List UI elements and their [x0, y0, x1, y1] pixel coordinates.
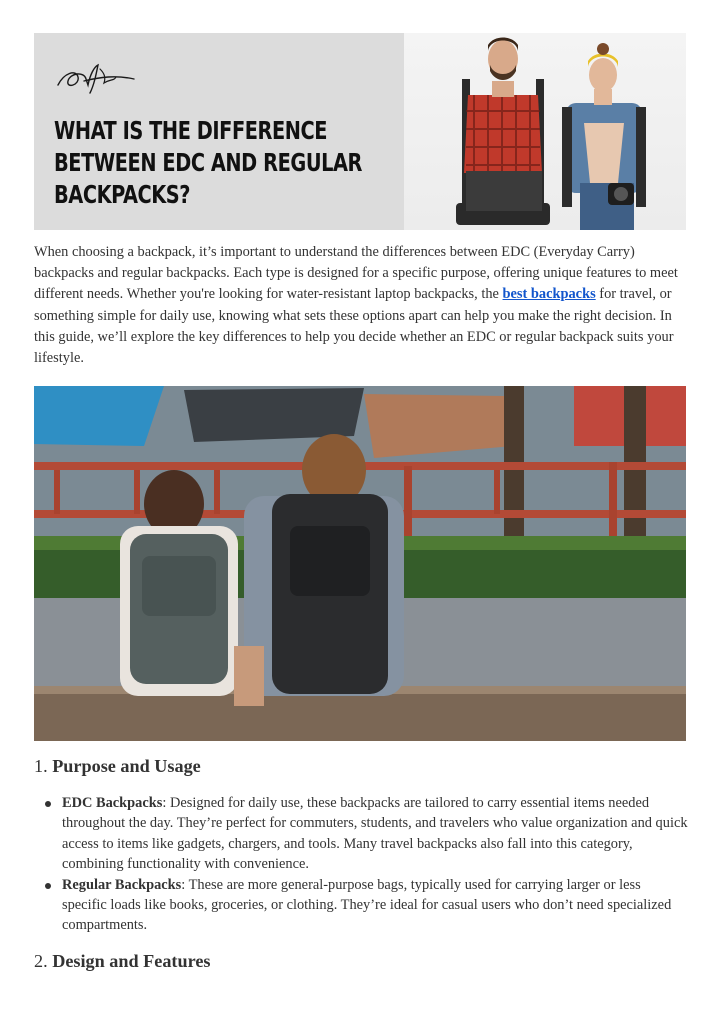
hero-banner: [34, 33, 686, 230]
list-item-term: EDC Backpacks: [62, 795, 163, 811]
list-item-text: : Designed for daily use, these backpacks are tailored to carry essential items needed throughout the day. They’re perfect for commuters, students, and travelers who value organization and quick access to items like gadgets, chargers, and tools. Many travel backpacks also fall into this category, combining functionality with convenience.: [62, 795, 688, 873]
section-title: Design and Features: [52, 951, 211, 971]
list-item: [34, 875, 688, 936]
section-title: Purpose and Usage: [52, 756, 201, 776]
intro-text-part2: for travel, or something simple for daily use, knowing what sets these options apart can help you make the right decision. In this guide, we’ll explore the key differences to help you decide whether an EDC or regular backpack suits your lifestyle.: [34, 286, 674, 367]
section-heading-purpose: [34, 754, 201, 778]
list-item: [34, 793, 688, 875]
hero-text-panel: [34, 33, 404, 230]
hero-title-line: BACKPACKS?: [54, 180, 191, 209]
hero-title: [54, 115, 363, 211]
list-item-term: Regular Backpacks: [62, 876, 182, 893]
backpackers-photo: [404, 33, 686, 230]
list-item-text: : These are more general-purpose bags, typically used for carrying larger or less specific loads like books, groceries, or clothing. They’re ideal for casual users who don’t need specialized compartments.: [62, 876, 672, 934]
intro-paragraph: [34, 242, 688, 369]
two-backpackers-photo-icon: [404, 33, 686, 230]
section-number: 1.: [34, 756, 48, 776]
hero-title-line: BETWEEN EDC AND REGULAR: [54, 148, 363, 177]
section-number: 2.: [34, 951, 48, 971]
section-heading-design: [34, 949, 211, 973]
bullet-icon: [45, 883, 51, 889]
best-backpacks-link[interactable]: best backpacks: [502, 286, 596, 303]
hero-title-line: WHAT IS THE DIFFERENCE: [54, 116, 328, 145]
signature-logo-icon: [54, 55, 138, 97]
purpose-bullet-list: [34, 793, 688, 936]
bullet-icon: [45, 801, 51, 807]
backpackers-sitting-photo: [34, 386, 686, 741]
intro-text-part1: When choosing a backpack, it’s important to understand the differences between EDC (Everyday Carry) backpacks and regular backpacks. Each type is designed for a specific purpose, offering unique features to meet different needs. Whether you're looking for water-resistant laptop backpacks, the: [34, 244, 678, 303]
two-people-with-backpacks-photo-icon: [34, 386, 686, 741]
